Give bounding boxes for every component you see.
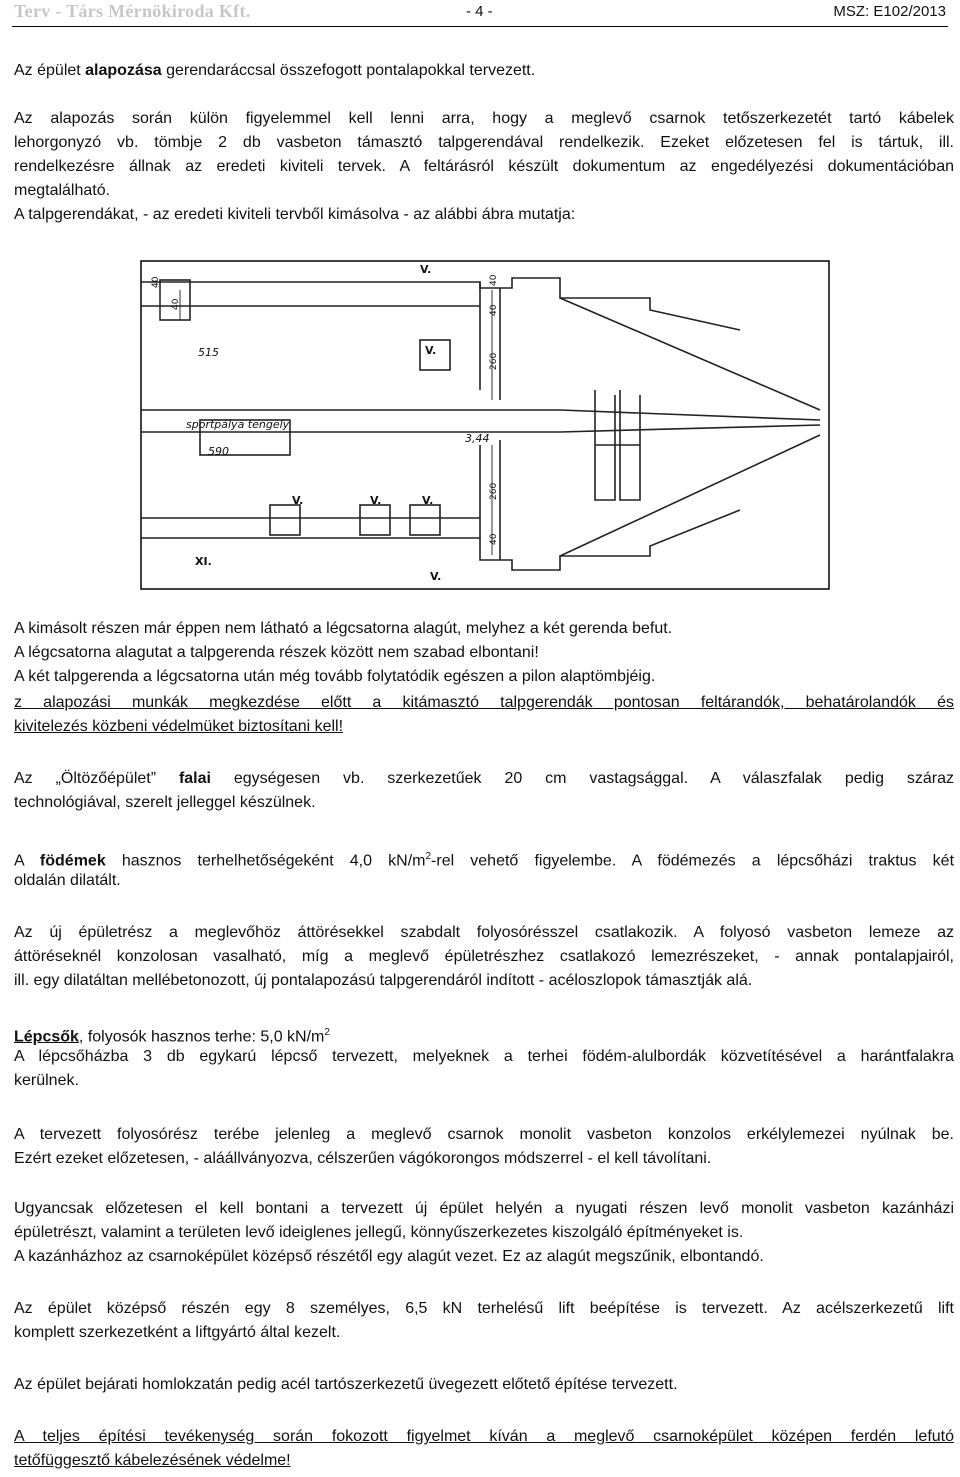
paragraph-stairs-line3: kerülnek. [14,1072,79,1089]
paragraph-canopy: Az épület bejárati homlokzatán pedig acél tartószerkezetű üvegezett előtető építése tervezett. [14,1376,678,1393]
foundation-beam-drawing [140,260,830,590]
paragraph-cables-line2: lehorgonyzó vb. tömbje 2 db vasbeton támasztó talpgerendával rendelkezik. Ezeket előzetesen fel is tártuk, ill. [14,134,954,151]
document-code: MSZ: E102/2013 [833,3,946,20]
paragraph-stairs-line1: Lépcsők, folyosók hasznos terhe: 5,0 $kN/m^2$ [14,1027,330,1046]
paragraph-tunnel-line1: A kimásolt részen már éppen nem látható a légcsatorna alagút, melyhez a két gerenda befut. [14,620,673,637]
label-axis: sportpálya tengely [186,418,290,431]
emphasis-lepcsok: Lépcsők [14,1028,79,1046]
paragraph-tunnel-line3: A két talpgerenda a légcsatorna után még tovább folytatódik egészen a pilon alaptömbjéig. [14,668,656,685]
drawing-svg [140,260,830,590]
label-v4: V. [370,494,382,507]
paragraph-cables-line1: Az alapozás során külön figyelemmel kell lenni arra, hogy a meglevő csarnok tetőszerkezetét tartó kábelek [14,110,954,127]
page-header [0,0,960,30]
label-v6: V. [430,570,442,583]
header-rule [12,26,948,27]
label-v1: V. [420,263,432,276]
label-xi: XI. [195,555,212,568]
emphasis-falai: falai [178,770,211,787]
label-590: 590 [208,445,229,458]
dim-260-b: 260 [489,482,499,500]
paragraph-foundation: Az épület alapozása gerendaráccsal összefogott pontalapokkal tervezett. [14,62,536,79]
dim-260-a: 260 [489,352,499,370]
paragraph-corridor-line3: ill. egy dilatáltan mellébetonozott, új pontalapozású talpgerendáról indított - acéloszlopok támasztják alá. [14,972,753,989]
paragraph-walls-line2: technológiával, szerelt jelleggel készülnek. [14,794,316,811]
dim-40-c: 40 [489,274,499,286]
paragraph-balconies-line1: A tervezett folyosórész terébe jelenleg a meglevő csarnok monolit vasbeton konzolos erkélylemezei nyúlnak be. [14,1126,954,1143]
dim-40-d: 40 [489,304,499,316]
company-name: Terv - Társ Mérnökiroda Kft. [14,1,251,21]
paragraph-walls-line1: Az „Öltözőépület” falai egységesen vb. szerkezetűek 20 cm vastagsággal. A válaszfalak pedig száraz [14,770,954,787]
label-v3: V. [292,494,304,507]
dim-40-a: 40 [151,276,161,288]
paragraph-lift-line1: Az épület középső részén egy 8 személyes, 6,5 kN terhelésű lift beépítése is tervezett. Az acélszerkezetű lift [14,1300,954,1317]
emphasis-fodemek: födémek [39,852,106,870]
label-515: 515 [198,346,219,359]
dim-40-e: 40 [489,533,499,545]
paragraph-demolition-line3: A kazánházhoz az csarnoképület középső részétől egy alagút vezet. Ez az alagút megszűnik, elbontandó. [14,1248,764,1265]
paragraph-balconies-line2: Ezért ezeket előzetesen, - aláállványozva, célszerűen vágókorongos módszerrel - el kell távolítani. [14,1150,712,1167]
paragraph-demolition-line2: épületrészt, valamint a területen levő ideiglenes jellegű, könnyűszerkezetes kiszolgáló építményeket is. [14,1224,744,1241]
label-v5: V. [422,494,434,507]
paragraph-cables-line4: megtalálható. [14,182,111,199]
paragraph-lift-line2: komplett szerkezetként a liftgyártó által kezelt. [14,1324,341,1341]
paragraph-corridor-line1: Az új épületrész a meglevőhöz áttörésekkel szabdalt folyosórésszel csatlakozik. A folyosó vasbeton lemeze az [14,924,954,941]
label-v2: V. [425,344,437,357]
paragraph-slabs-line1: A födémek hasznos terhelhetőségeként 4,0 $kN/m^2$-rel vehető figyelembe. A födémezés a lépcsőházi traktus két [14,851,955,870]
label-elevation: 3,44 [465,432,490,445]
paragraph-final-warning-line1: A teljes építési tevékenység során fokozott figyelmet kíván a meglevő csarnoképület középen ferdén lefutó [14,1428,954,1445]
paragraph-tunnel-warning-line1: z alapozási munkák megkezdése előtt a kitámasztó talpgerendák pontosan feltárandók, behatárolandók és [14,694,954,711]
paragraph-stairs-line2: A lépcsőházba 3 db egykarú lépcső tervezett, melyeknek a terhei födém-alulbordák közvetítésével a harántfalakra [14,1048,954,1065]
paragraph-tunnel-warning-line2: kivitelezés közbeni védelmüket biztosítani kell! [14,718,344,735]
paragraph-demolition-line1: Ugyancsak előzetesen el kell bontani a tervezett új épület helyén a nyugati részen levő monolit vasbeton kazánházi [14,1200,954,1217]
paragraph-corridor-line2: áttöréseknél konzolosan vasalható, míg a meglevő épületrészhez csatlakozó lemezrészeket, - annak pontalapjairól, [14,948,954,965]
paragraph-final-warning-line2: tetőfüggesztő kábelezésének védelme! [14,1452,291,1469]
paragraph-tunnel-line2: A légcsatorna alagutat a talpgerenda részek között nem szabad elbontani! [14,644,539,661]
paragraph-cables-line5: A talpgerendákat, - az eredeti kiviteli tervből kimásolva - az alábbi ábra mutatja: [14,206,576,223]
page-number: - 4 - [466,3,493,20]
emphasis-alapozasa: alapozása [85,62,162,79]
paragraph-slabs-line2: oldalán dilatált. [14,872,121,889]
paragraph-cables-line3: rendelkezésre állnak az eredeti kiviteli tervek. A feltárásról készült dokumentum az engedélyezési dokumentációban [14,158,954,175]
dim-40-b: 40 [171,298,181,310]
